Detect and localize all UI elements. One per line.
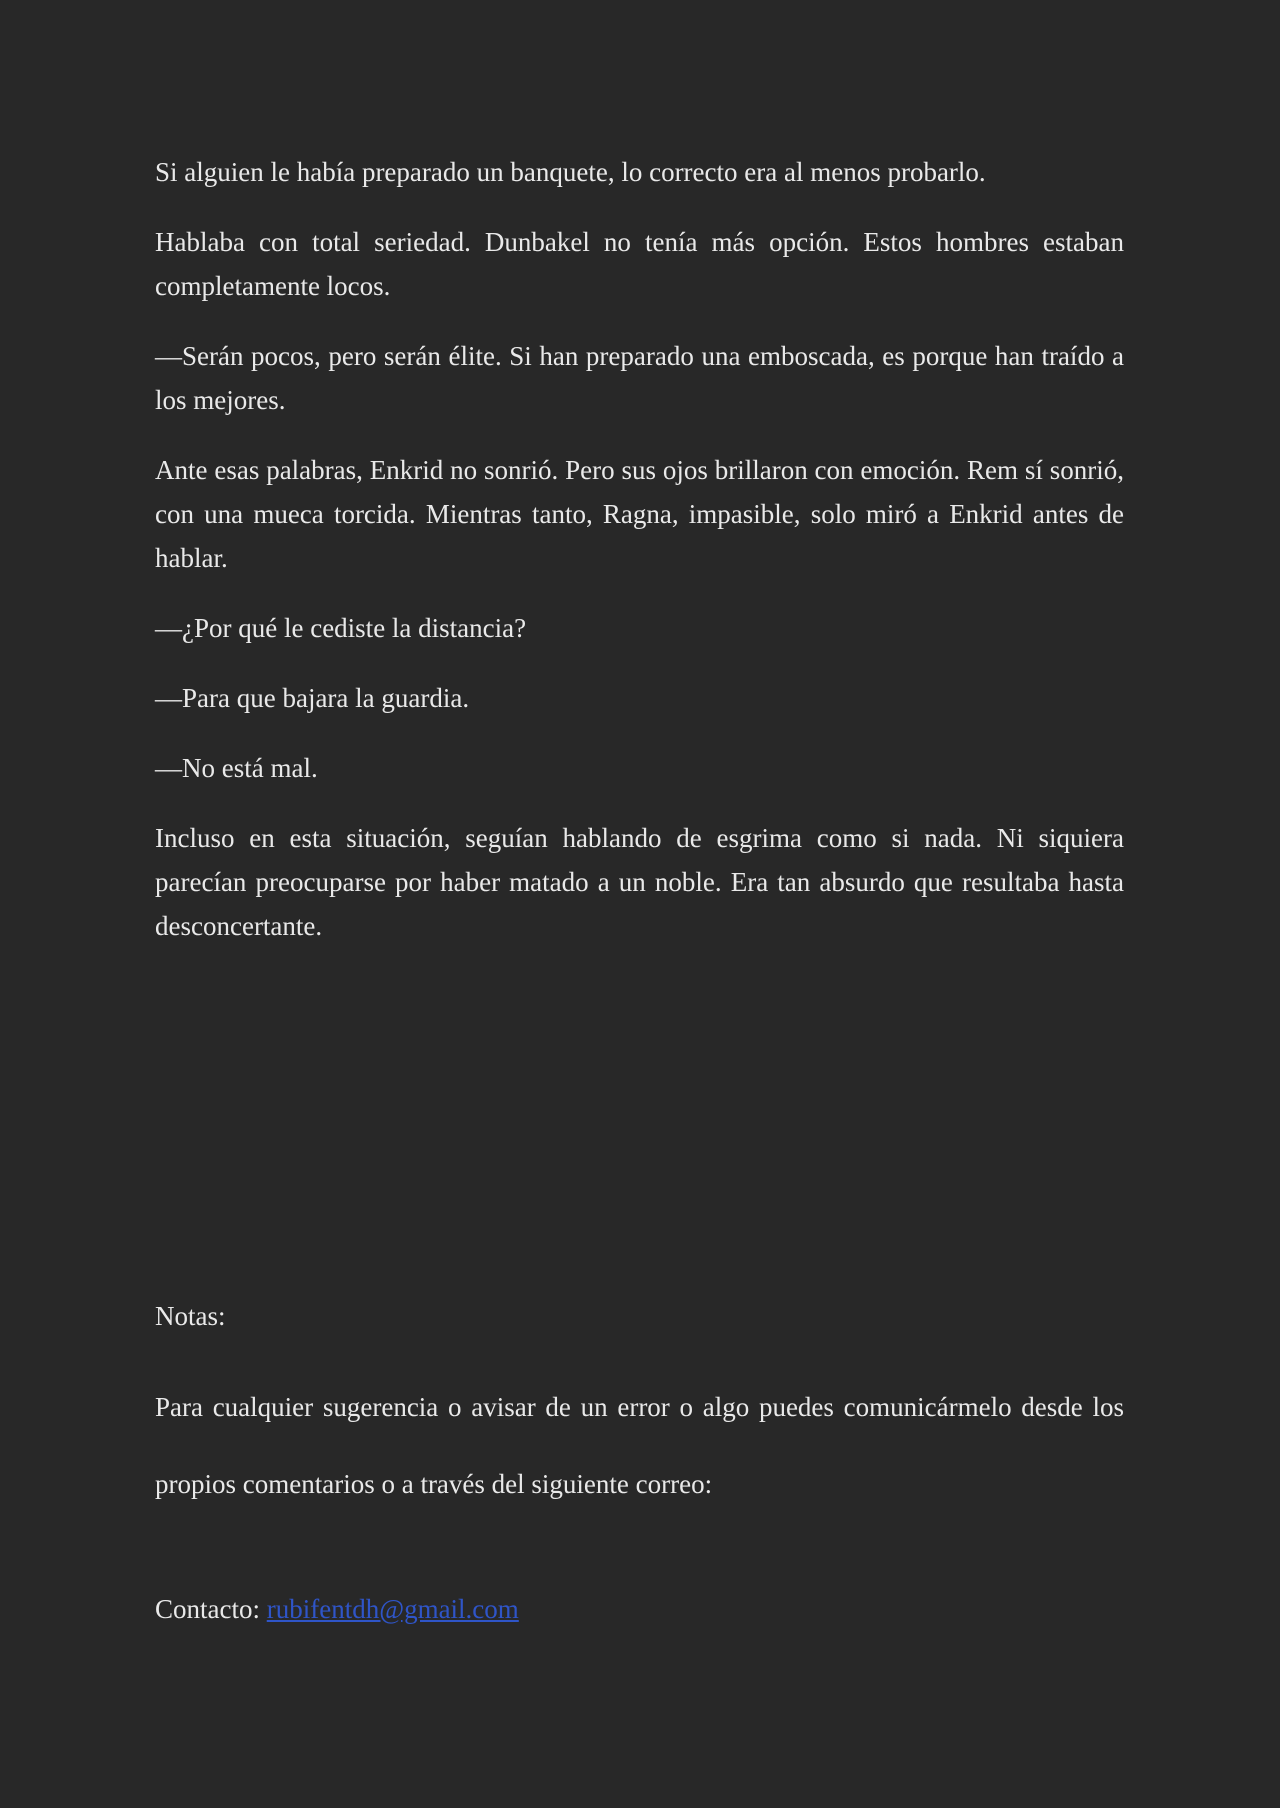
paragraph-1: Si alguien le había preparado un banquete, lo correcto era al menos probarlo. [155,157,986,187]
paragraph-7: —No está mal. [155,753,318,783]
paragraph-3: —Serán pocos, pero serán élite. Si han preparado una emboscada, es porque han traído a los mejores. [155,341,1124,415]
contact-line [155,1587,1124,1631]
paragraph-6: —Para que bajara la guardia. [155,683,470,713]
paragraph-8: Incluso en esta situación, seguían hablando de esgrima como si nada. Ni siquiera parecían preocuparse por haber matado a un noble. Era tan absurdo que resultaba hasta desconcertante. [155,823,1124,941]
notes-section [155,1294,1124,1631]
notes-title: Notas: [155,1301,226,1331]
paragraph-2: Hablaba con total seriedad. Dunbakel no tenía más opción. Estos hombres estaban completamente locos. [155,227,1124,301]
paragraph-4: Ante esas palabras, Enkrid no sonrió. Pero sus ojos brillaron con emoción. Rem sí sonrió, con una mueca torcida. Mientras tanto, Ragna, impasible, solo miró a Enkrid antes de hablar. [155,455,1124,573]
contact-label: Contacto: [155,1594,260,1624]
contact-email-link[interactable]: rubifentdh@gmail.com [266,1594,519,1624]
story-text [155,150,1124,974]
paragraph-5: —¿Por qué le cediste la distancia? [155,613,527,643]
notes-text: Para cualquier sugerencia o avisar de un error o algo puedes comunicármelo desde los propios comentarios o a través del siguiente correo: [155,1392,1124,1499]
